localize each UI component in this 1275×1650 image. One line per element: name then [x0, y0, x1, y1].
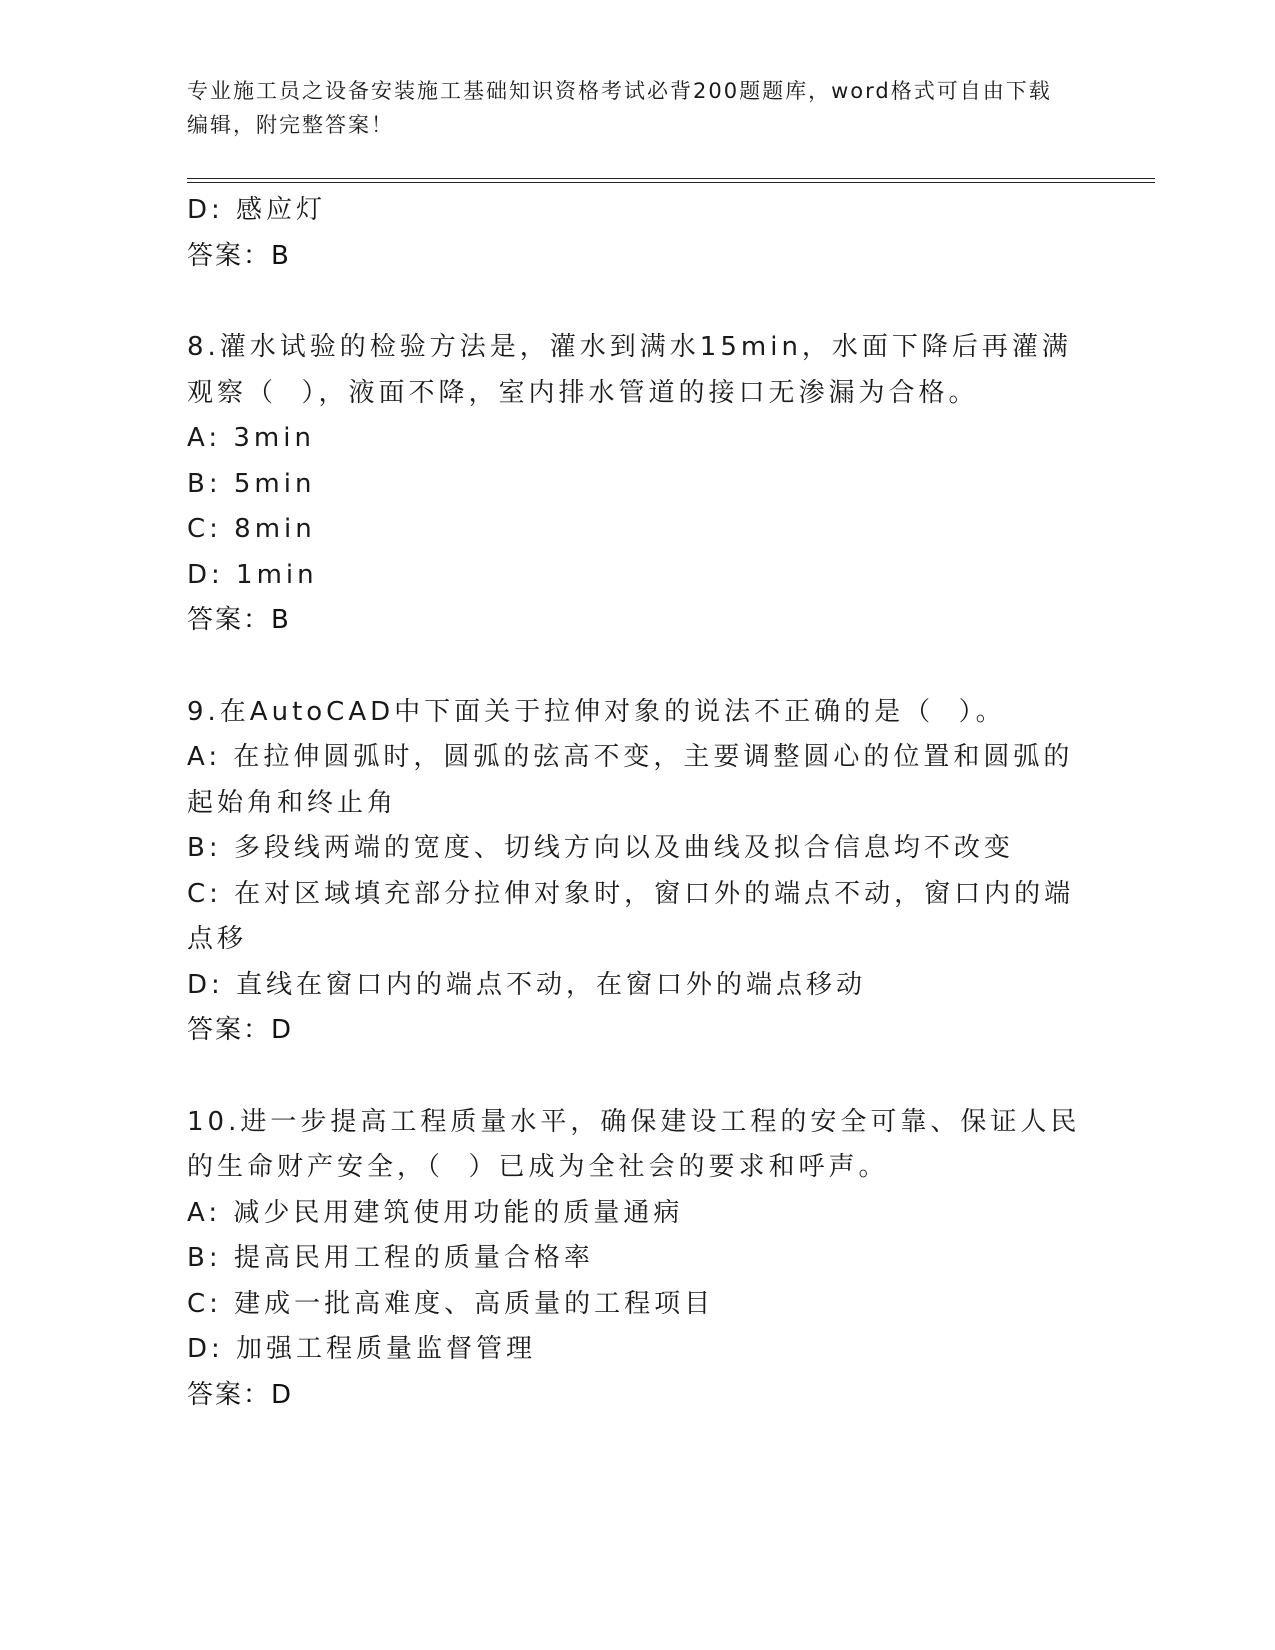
option-c: C: 在对区域填充部分拉伸对象时，窗口外的端点不动，窗口内的端点移 — [187, 878, 1075, 954]
option-a: A: 3min — [187, 423, 315, 453]
spacer — [187, 279, 1087, 325]
question-stem: 10.进一步提高工程质量水平，确保建设工程的安全可靠、保证人民的生命财产安全，（ ）已成为全社会的要求和呼声。 — [187, 1106, 1081, 1182]
option-b: B: 提高民用工程的质量合格率 — [187, 1243, 594, 1273]
option-b: B: 多段线两端的宽度、切线方向以及曲线及拟合信息均不改变 — [187, 833, 1014, 863]
answer: 答案：B — [187, 605, 291, 635]
option-d: D: 直线在窗口内的端点不动，在窗口外的端点移动 — [187, 969, 867, 1000]
answer: 答案：D — [187, 1015, 294, 1045]
option-c: C: 8min — [187, 514, 316, 544]
spacer — [187, 644, 1087, 690]
question-stem: 9.在AutoCAD中下面关于拉伸对象的说法不正确的是（ ）。 — [187, 696, 1006, 727]
prev-answer: 答案：B — [187, 240, 291, 271]
spacer — [187, 1054, 1087, 1100]
document-header: 专业施工员之设备安装施工基础知识资格考试必背200题题库，word格式可自由下载编辑，附完整答案！ — [187, 79, 1052, 137]
option-a: A: 在拉伸圆弧时，圆弧的弦高不变，主要调整圆心的位置和圆弧的起始角和终止角 — [187, 742, 1074, 818]
option-d: D: 加强工程质量监督管理 — [187, 1334, 537, 1364]
option-b: B: 5min — [187, 468, 316, 499]
question-9 — [187, 690, 1087, 1054]
question-10 — [187, 1100, 1087, 1419]
prev-option-d: D: 感应灯 — [187, 195, 327, 225]
option-c: C: 建成一批高难度、高质量的工程项目 — [187, 1288, 715, 1319]
question-stem: 8.灌水试验的检验方法是，灌水到满水15min，水面下降后再灌满观察（ ），液面不降，室内排水管道的接口无渗漏为合格。 — [187, 332, 1072, 408]
header-divider-bottom — [187, 182, 1155, 183]
option-d: D: 1min — [187, 559, 318, 590]
question-8 — [187, 325, 1087, 644]
answer: 答案：D — [187, 1379, 294, 1410]
header-divider-top — [187, 178, 1155, 179]
option-a: A: 减少民用建筑使用功能的质量通病 — [187, 1197, 684, 1228]
question-content — [187, 188, 1087, 1418]
